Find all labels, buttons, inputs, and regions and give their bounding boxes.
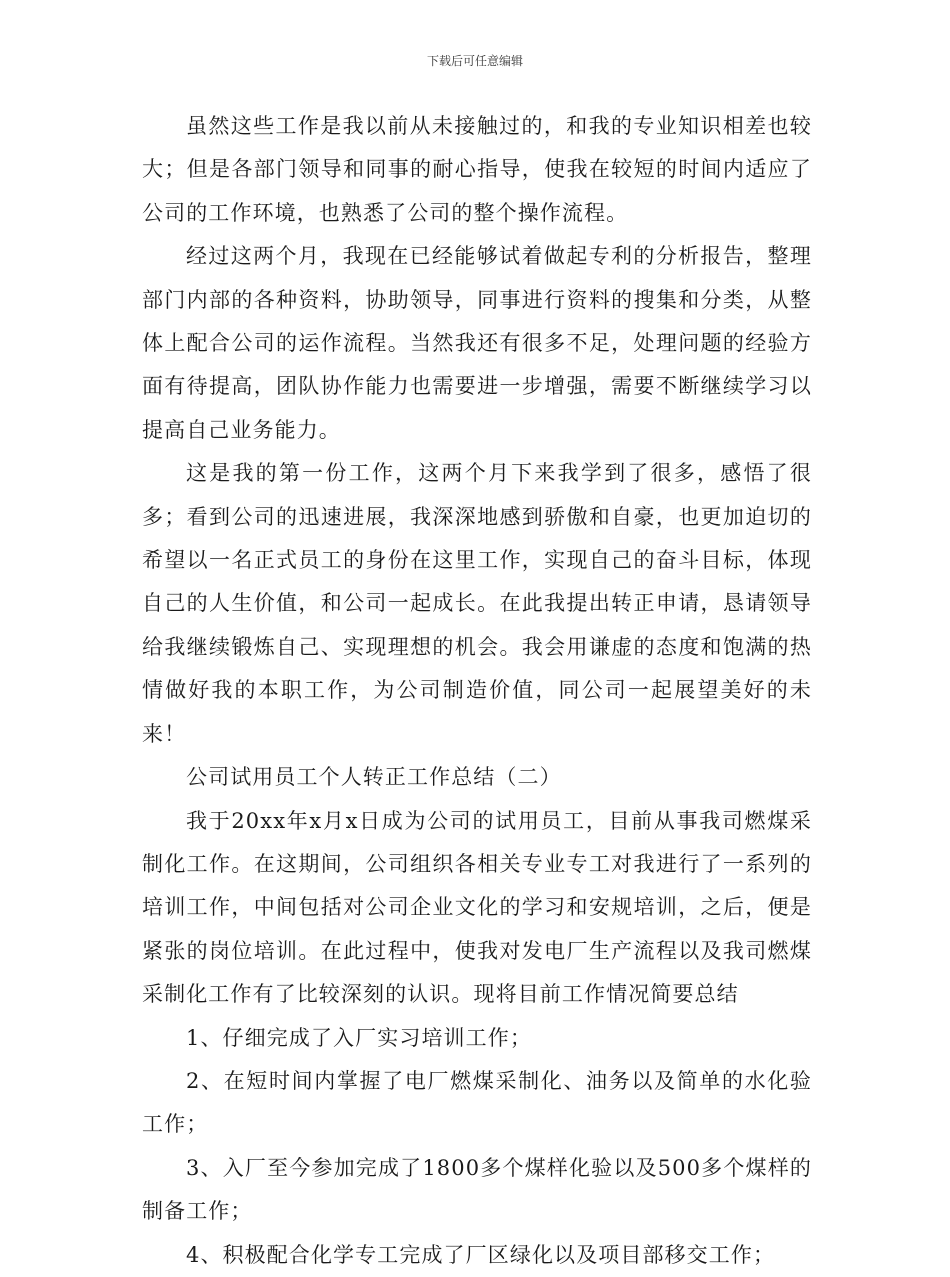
section-title: 公司试用员工个人转正工作总结（二） <box>186 765 562 790</box>
paragraph-two-months-progress: 经过这两个月，我现在已经能够试着做起专利的分析报告，整理部门内部的各种资料，协助领导，同事进行资料的搜集和分类，从整体上配合公司的运作流程。当然我还有很多不足，处理问题的经验方面有待提高，团队协作能力也需要进一步增强，需要不断继续学习以提高自己业务能力。 <box>142 244 812 442</box>
paragraph-adaptation: 虽然这些工作是我以前从未接触过的，和我的专业知识相差也较大；但是各部门领导和同事的耐心指导，使我在较短的时间内适应了公司的工作环境，也熟悉了公司的整个操作流程。 <box>142 114 812 225</box>
paragraph-first-job: 这是我的第一份工作，这两个月下来我学到了很多，感悟了很多；看到公司的迅速进展，我深深地感到骄傲和自豪，也更加迫切的希望以一名正式员工的身份在这里工作，实现自己的奋斗目标，体现自己的人生价值，和公司一起成长。在此我提出转正申请，恳请领导给我继续锻炼自己、实现理想的机会。我会用谦虚的态度和饱满的热情做好我的本职工作，为公司制造价值，同公司一起展望美好的未来！ <box>142 461 812 746</box>
list-item-1: 1、仔细完成了入厂实习培训工作； <box>186 1025 532 1050</box>
paragraph-probation-intro: 我于20xx年x月x日成为公司的试用员工，目前从事我司燃煤采制化工作。在这期间，公司组织各相关专业专工对我进行了一系列的培训工作，中间包括对公司企业文化的学习和安规培训，之后，便是紧张的岗位培训。在此过程中，使我对发电厂生产流程以及我司燃煤采制化工作有了比较深刻的认识。现将目前工作情况简要总结 <box>142 808 812 1007</box>
list-item-3: 3、入厂至今参加完成了1800多个煤样化验以及500多个煤样的制备工作； <box>142 1155 812 1224</box>
document-body <box>142 105 812 1277</box>
list-item-2: 2、在短时间内掌握了电厂燃煤采制化、油务以及简单的水化验工作； <box>142 1068 812 1137</box>
page-header-note: 下载后可任意编辑 <box>426 54 523 68</box>
list-item-4: 4、积极配合化学专工完成了厂区绿化以及项目部移交工作； <box>186 1242 776 1267</box>
